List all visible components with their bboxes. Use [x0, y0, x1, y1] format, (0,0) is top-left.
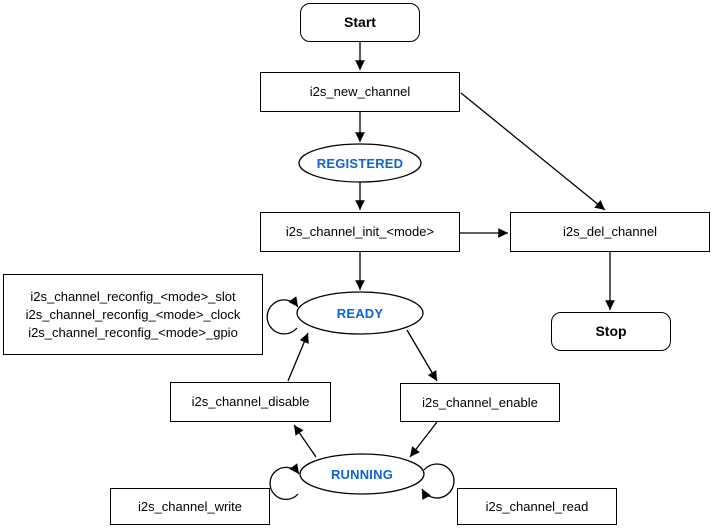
- ready-state-label: READY: [336, 305, 384, 321]
- edge-running-self-loop-read: [422, 464, 454, 498]
- registered-state-label: REGISTERED: [316, 155, 404, 171]
- channel-enable-node: i2s_channel_enable: [400, 383, 560, 422]
- edge-running-self-loop-write: [270, 467, 299, 499]
- running-state-label: RUNNING: [330, 466, 394, 482]
- channel-write-node: i2s_channel_write: [110, 488, 270, 525]
- reconfig-line-slot: i2s_channel_reconfig_<mode>_slot: [30, 288, 236, 304]
- channel-init-node: i2s_channel_init_<mode>: [260, 212, 460, 252]
- start-node: Start: [300, 3, 420, 42]
- reconfig-line-clock: i2s_channel_reconfig_<mode>_clock: [25, 306, 241, 322]
- del-channel-node: i2s_del_channel: [510, 212, 710, 252]
- new-channel-node: i2s_new_channel: [260, 72, 460, 112]
- edge-enable-to-running: [410, 422, 437, 457]
- edge-ready-self-loop: [267, 300, 298, 334]
- edge-running-to-disable: [294, 425, 316, 457]
- edge-new-channel-to-del-channel: [461, 93, 605, 210]
- stop-node: Stop: [551, 312, 671, 351]
- channel-disable-node: i2s_channel_disable: [170, 382, 331, 422]
- edge-disable-to-ready: [288, 333, 308, 381]
- edge-ready-to-enable: [407, 330, 437, 381]
- channel-read-node: i2s_channel_read: [457, 488, 617, 525]
- reconfig-node: [3, 274, 263, 355]
- reconfig-line-gpio: i2s_channel_reconfig_<mode>_gpio: [28, 324, 238, 340]
